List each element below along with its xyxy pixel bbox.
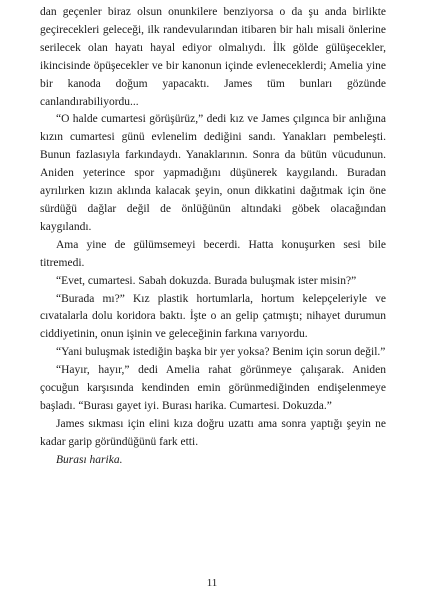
page-number: 11 [206,577,218,589]
paragraph: “Evet, cumartesi. Sabah dokuzda. Burada buluşmak ister misin?” [56,274,357,287]
paragraph: “Hayır, hayır,” dedi Amelia rahat görünmeye çalışarak. Aniden çocuğun karşısında kendinden emin görünmediğinden endişelenmeye başladı. “Burası gayet iyi. Burası harika. Cumartesi. Dokuzda.” [40,364,386,412]
paragraph: dan geçenler biraz olsun onunkilere benziyorsa o da şu anda birlikte geçirecekleri geleceği, ilk randevularından itibaren bir halı misali önlerine serilecek olan hayatı hayal ediyor olmalıydı. İlk gölde gülüşecekler, ikincisinde öpüşecekler ve bir kanonun içinde evleneceklerdi; Amelia yine bir kanoda doğum yapacaktı. James tüm bunları gözünde canlandırabiliyordu... [40,6,386,108]
paragraph: “Burada mı?” Kız plastik hortumlarla, hortum kelepçeleriyle ve cıvatalarla dolu koridora baktı. İşte o an gelip çatmıştı; nihayet durumun ciddiyetinin, onun işinin ve geleceğinin farkına varıyordu. [40,292,386,341]
paragraph: “O halde cumartesi görüşürüz,” dedi kız ve James çılgınca bir anlığına kızın cumartesi günü evlenelim dediğini sandı. Yanakları pembeleşti. Bunun fazlasıyla farkındaydı. Yanaklarının. Sonra da bütün vücudunun. Aniden yeterince spor yapmadığını düşünerek kaygılandı. Buradan ayrılırken kızın aklında kalacak şeyin, onun dikkatini dağıtmak için öne sürdüğü dağlar değil de önlüğünün altındaki göbek olacağından kaygılandı. [40,113,386,233]
paragraph: “Yani buluşmak istediğin başka bir yer yoksa? Benim için sorun değil.” [56,346,386,359]
italic-text: Burası harika. [56,453,123,466]
paragraph: Ama yine de gülümsemeyi becerdi. Hatta konuşurken sesi bile titremedi. [40,238,386,269]
page-body [40,4,386,564]
paragraph: James sıkması için elini kıza doğru uzattı ama sonra yaptığı şeyin ne kadar garip göründüğünü fark etti. [40,417,386,448]
paragraph-italic [40,452,386,470]
